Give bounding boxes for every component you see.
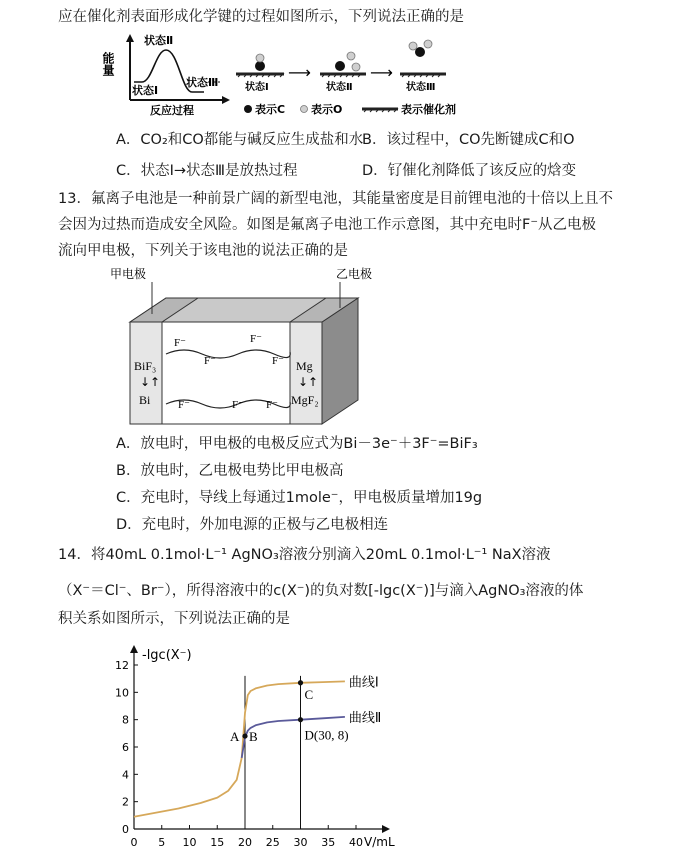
x-tick-label: 15 xyxy=(210,836,225,849)
y-tick-label: 4 xyxy=(122,768,129,782)
q13-option-b: B．放电时，乙电极电势比甲电极高 xyxy=(116,463,344,479)
x-tick-label: 35 xyxy=(321,836,336,849)
annotation-a: A xyxy=(230,729,240,745)
q12-option-b: B．该过程中，CO先断键成C和O xyxy=(362,132,575,148)
left-arrows: ↓↑ xyxy=(140,375,161,389)
y-tick-label: 0 xyxy=(122,823,129,836)
titration-chart xyxy=(100,645,430,857)
arrow-1: ⟶ xyxy=(288,63,311,82)
series-label: 曲线Ⅰ xyxy=(348,675,379,691)
arrow-2: ⟶ xyxy=(370,63,393,82)
annotation-c: C xyxy=(304,686,314,702)
q13-option-a: A．放电时，甲电极的电极反应式为Bi－3e⁻＋3F⁻=BiF₃ xyxy=(116,436,478,452)
left-electrode-label: 甲电极 xyxy=(110,267,147,281)
ion-label: F⁻ xyxy=(178,399,190,411)
y-axis-label: -lgc(X⁻) xyxy=(142,648,192,663)
right-top-material: Mg xyxy=(296,359,313,373)
q12-option-c: C．状态Ⅰ→状态Ⅲ是放热过程 xyxy=(116,163,298,179)
q13-option-c: C．充电时，导线上每通过1mole⁻，甲电极质量增加19g xyxy=(116,490,483,506)
ion-label: F⁻ xyxy=(174,337,186,349)
q12-intro: 应在催化剂表面形成化学键的过程如图所示，下列说法正确的是 xyxy=(58,9,464,25)
q14-stem-line3: 积关系如图所示，下列说法正确的是 xyxy=(58,611,290,627)
panel-label-state3: 状态Ⅲ xyxy=(406,82,436,93)
legend-o: 表示O xyxy=(311,103,343,116)
right-arrows: ↓↑ xyxy=(298,375,319,389)
y-tick-label: 10 xyxy=(115,686,129,700)
y-tick-label: 6 xyxy=(122,741,129,754)
q12-option-a: A．CO₂和CO都能与碱反应生成盐和水 xyxy=(116,132,364,148)
left-bottom-material: Bi xyxy=(139,393,151,407)
q13-option-d: D．充电时，外加电源的正极与乙电极相连 xyxy=(116,517,389,533)
q13-stem-line3: 流向甲电极，下列关于该电池的说法正确的是 xyxy=(58,243,348,259)
point-ab xyxy=(242,733,247,738)
ion-label: F⁻ xyxy=(250,333,262,345)
x-tick-label: 25 xyxy=(265,836,280,849)
point-d xyxy=(298,717,303,722)
y-tick-label: 2 xyxy=(122,795,129,809)
x-tick-label: 10 xyxy=(182,836,197,849)
x-axis-label: V/mL xyxy=(364,835,395,849)
series-label: 曲线Ⅱ xyxy=(348,710,382,726)
annotation-b: B xyxy=(249,729,258,745)
q14-stem-line1: 14．将40mL 0.1mol·L⁻¹ AgNO₃溶液分别滴入20mL 0.1mol·L⁻¹ NaX溶液 xyxy=(58,547,551,563)
y-axis-label: 能量 xyxy=(101,52,115,76)
y-tick-label: 12 xyxy=(115,659,129,672)
x-axis-label: 反应过程 xyxy=(150,104,194,117)
x-tick-label: 20 xyxy=(238,836,252,849)
energy-diagram xyxy=(101,34,668,124)
left-top-material: BiF₃ xyxy=(134,359,157,373)
panel-label-state1: 状态Ⅰ xyxy=(245,82,269,93)
state2-label: 状态Ⅱ xyxy=(144,34,174,47)
state3-label: 状态Ⅲ xyxy=(186,76,219,89)
annotation-d: D(30, 8) xyxy=(304,727,349,743)
q12-option-d: D．钌催化剂降低了该反应的焓变 xyxy=(362,163,577,179)
catalyst-surface-state2 xyxy=(320,52,366,93)
q14-stem-line2: （X⁻＝Cl⁻、Br⁻），所得溶液中的c(X⁻)的负对数[-lgc(X⁻)]与滴入AgNO₃溶液的体 xyxy=(58,583,584,599)
x-axis-arrow xyxy=(382,825,390,833)
battery-diagram xyxy=(108,266,398,428)
state1-label: 状态Ⅰ xyxy=(132,84,159,97)
ion-label: F⁻ xyxy=(204,355,216,367)
legend-c: 表示C xyxy=(255,103,286,116)
series-line xyxy=(134,681,345,816)
y-axis-arrow xyxy=(130,645,138,653)
q13-stem-line1: 13．氟离子电池是一种前景广阔的新型电池，其能量密度是目前锂电池的十倍以上且不 xyxy=(58,191,613,207)
q13-stem-line2: 会因为过热而造成安全风险。如图是氟离子电池工作示意图，其中充电时F⁻从乙电极 xyxy=(58,217,596,233)
ion-label: F⁻ xyxy=(272,355,284,367)
x-tick-label: 0 xyxy=(130,836,138,849)
right-bottom-material: MgF₂ xyxy=(291,393,319,407)
panel-label-state2: 状态Ⅱ xyxy=(326,82,353,93)
x-tick-label: 5 xyxy=(158,836,166,849)
catalyst-surface-state1 xyxy=(236,54,284,93)
point-c xyxy=(298,680,303,685)
x-tick-label: 30 xyxy=(293,836,308,849)
legend-catalyst: 表示催化剂 xyxy=(401,103,456,116)
ion-label: F⁻ xyxy=(232,399,244,411)
ion-label: F⁻ xyxy=(266,399,278,411)
catalyst-surface-state3 xyxy=(400,40,446,93)
right-electrode-label: 乙电极 xyxy=(336,267,373,281)
y-tick-label: 8 xyxy=(122,713,129,727)
x-tick-label: 40 xyxy=(349,836,363,849)
